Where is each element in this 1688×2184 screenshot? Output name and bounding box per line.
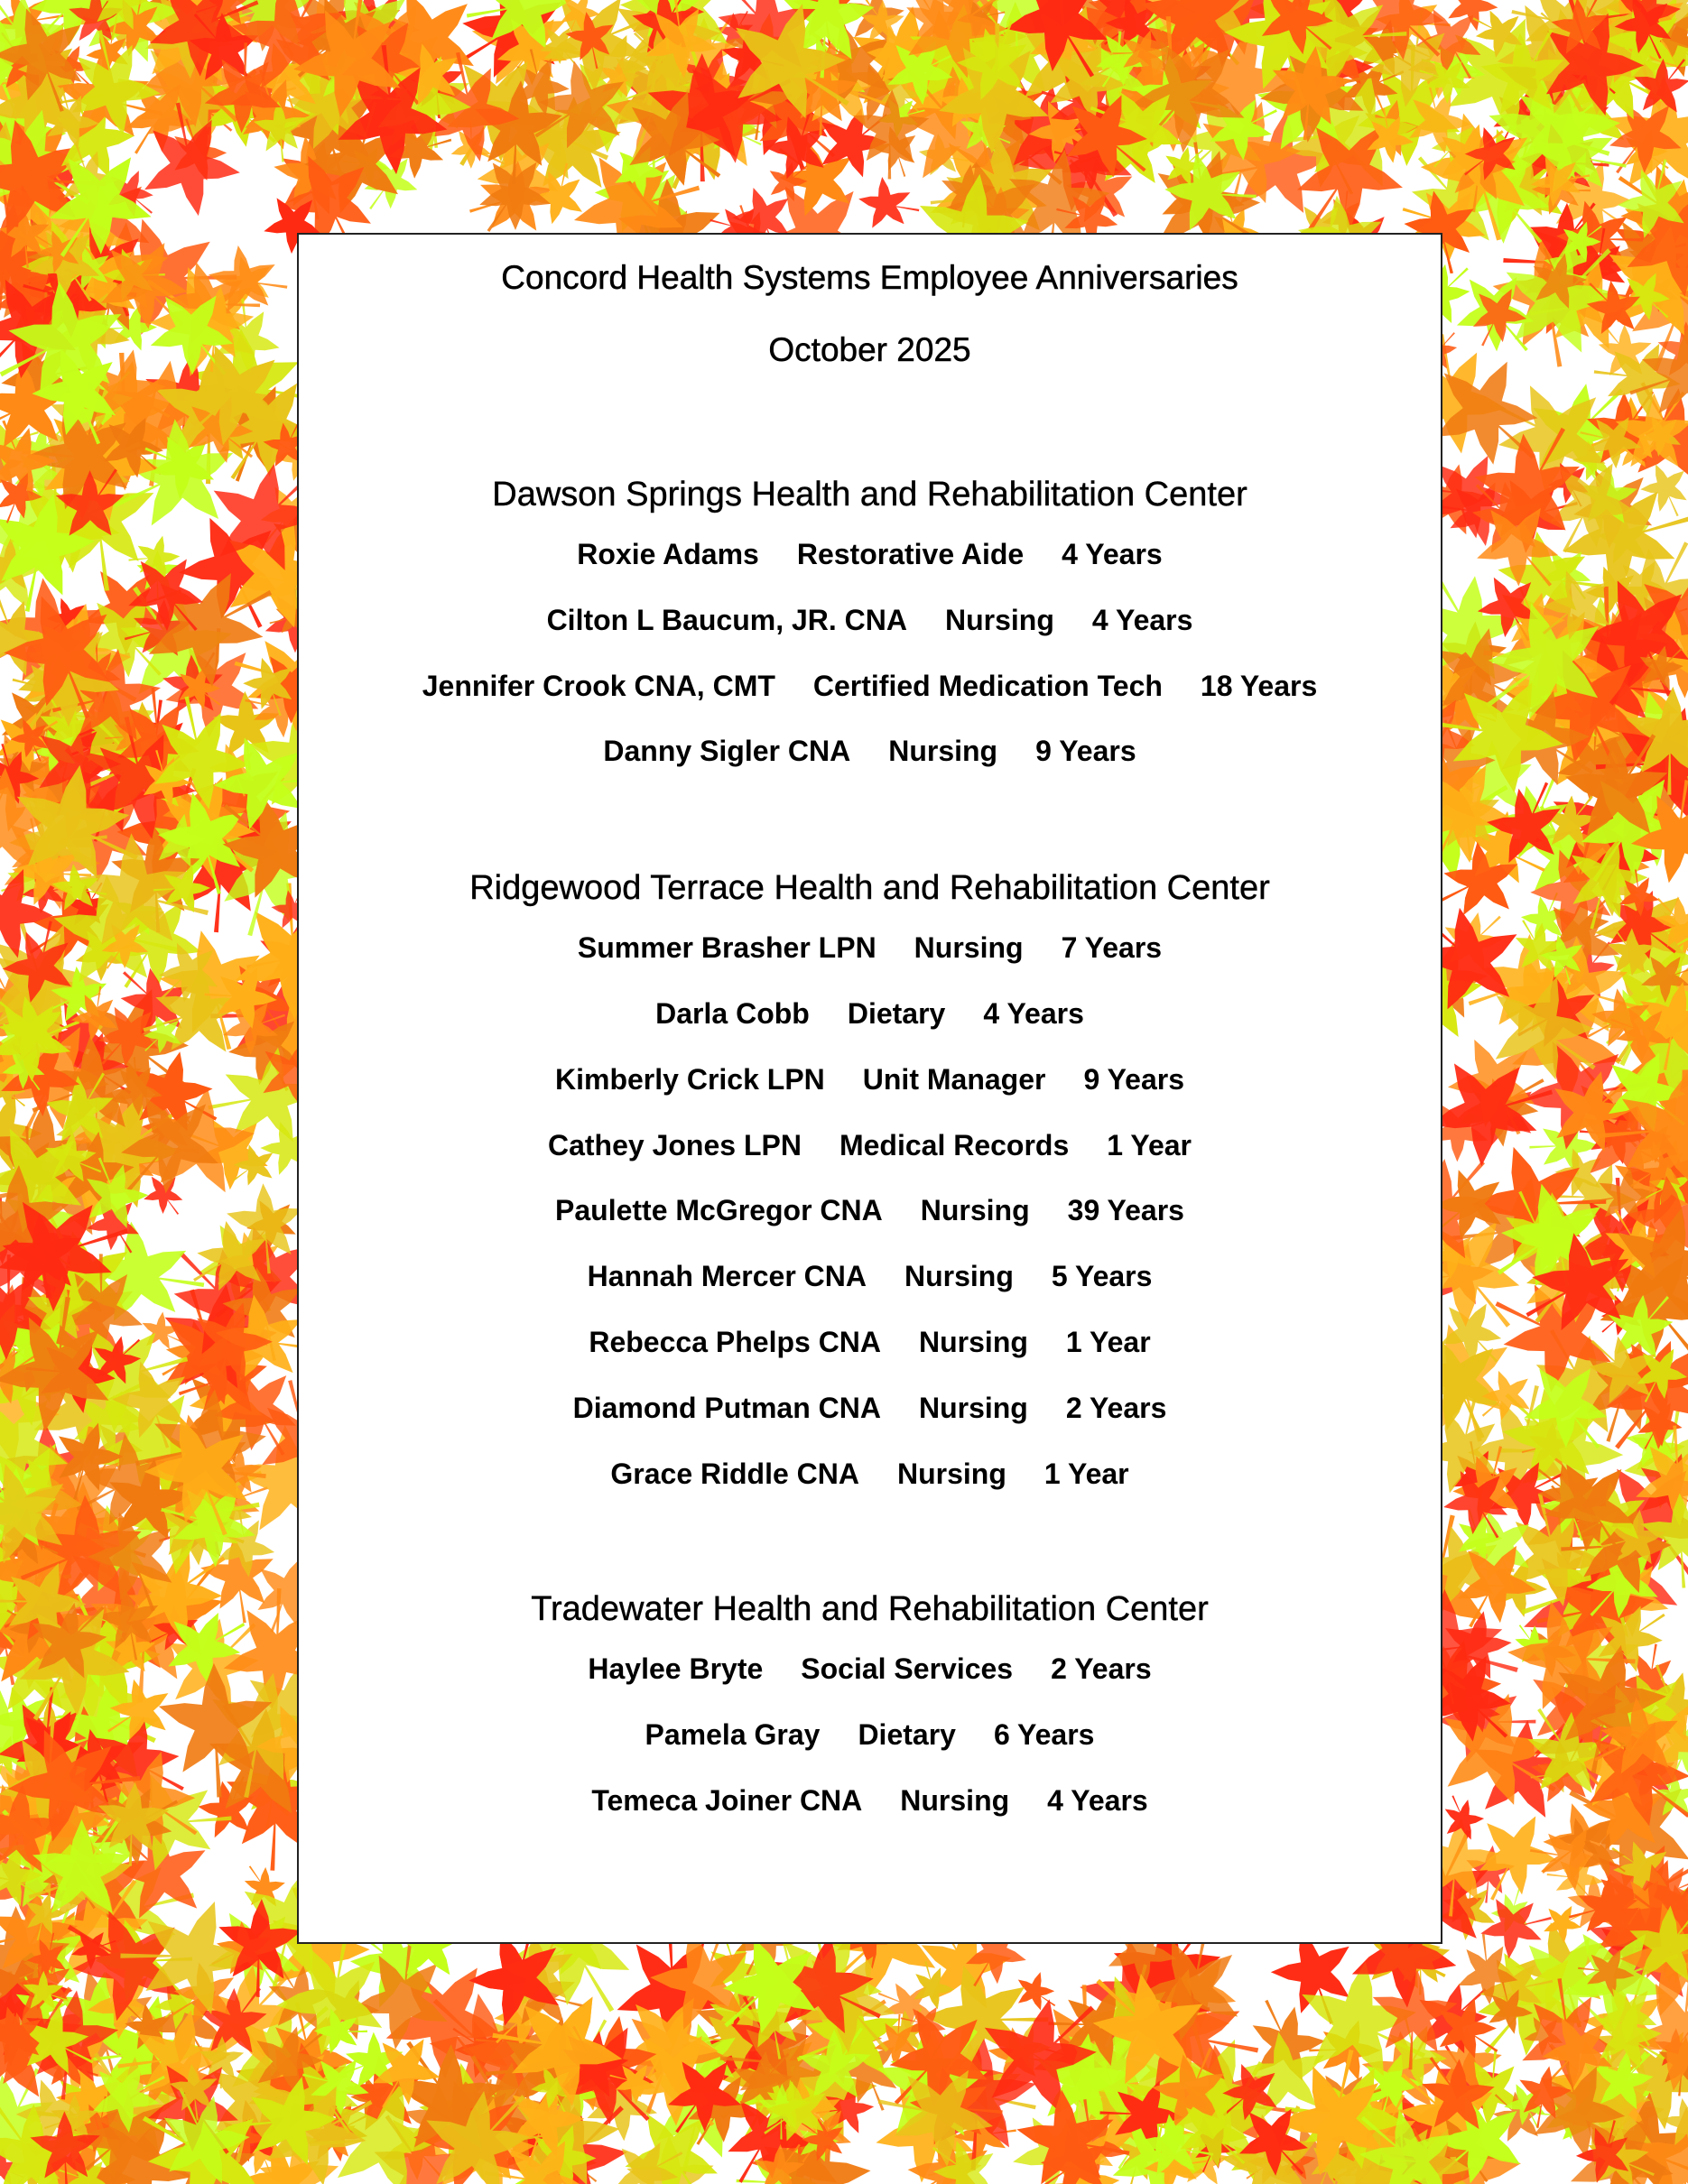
employee-role: Nursing (888, 735, 998, 768)
employee-name: Summer Brasher LPN (577, 931, 876, 965)
employee-name: Temeca Joiner CNA (591, 1783, 863, 1817)
employee-role: Certified Medication Tech (812, 669, 1163, 702)
employee-role: Social Services (801, 1652, 1014, 1686)
employee-entry (299, 1047, 1441, 1113)
employee-entry (299, 1702, 1441, 1768)
employee-role: Dietary (858, 1718, 956, 1752)
employee-role: Nursing (945, 603, 1054, 636)
employee-name: Roxie Adams (577, 538, 759, 570)
facility-heading: Tradewater Health and Rehabilitation Center (531, 1590, 1209, 1629)
employee-role: Nursing (919, 1325, 1028, 1358)
employee-entry (299, 1375, 1441, 1441)
employee-name: Cathey Jones LPN (547, 1128, 802, 1161)
employee-entry (299, 588, 1441, 653)
employee-years: 1 Year (1107, 1128, 1192, 1161)
employee-entry (299, 522, 1441, 588)
employee-role: Dietary (847, 996, 946, 1030)
employee-years: 4 Years (1091, 603, 1193, 636)
employee-role: Unit Manager (862, 1062, 1046, 1096)
employee-years: 9 Years (1035, 735, 1136, 768)
employee-name: Danny Sigler CNA (603, 735, 851, 768)
employee-years: 4 Years (983, 996, 1084, 1030)
employee-entry (299, 1113, 1441, 1179)
employee-years: 4 Years (1047, 1783, 1148, 1817)
employee-role: Nursing (914, 931, 1024, 965)
employee-years: 7 Years (1061, 931, 1163, 965)
employee-role: Nursing (900, 1783, 1010, 1817)
employee-entry (299, 1178, 1441, 1244)
employee-years: 4 Years (1062, 538, 1163, 570)
employee-years: 39 Years (1067, 1194, 1184, 1227)
document-subtitle: October 2025 (768, 331, 971, 368)
employee-name: Pamela Gray (645, 1718, 821, 1752)
employee-role: Medical Records (839, 1128, 1070, 1161)
employee-years: 2 Years (1065, 1391, 1167, 1424)
employee-name: Darla Cobb (655, 996, 810, 1030)
employee-name: Cilton L Baucum, JR. CNA (546, 603, 907, 636)
employee-entry (299, 1441, 1441, 1507)
employee-name: Rebecca Phelps CNA (589, 1325, 882, 1358)
employee-entry (299, 1244, 1441, 1309)
employee-entry (299, 1309, 1441, 1375)
employee-role: Nursing (897, 1457, 1006, 1490)
facility-section-tradewater (299, 1582, 1441, 1833)
employee-name: Jennifer Crook CNA, CMT (422, 669, 775, 702)
employee-years: 2 Years (1051, 1652, 1152, 1686)
employee-years: 6 Years (993, 1718, 1095, 1752)
employee-entry (299, 718, 1441, 784)
leaf-decoration (854, 173, 924, 236)
employee-role: Nursing (918, 1391, 1028, 1424)
employee-entry (299, 981, 1441, 1047)
employee-years: 9 Years (1083, 1062, 1184, 1096)
employee-years: 1 Year (1043, 1457, 1129, 1490)
employee-name: Grace Riddle CNA (610, 1457, 859, 1490)
anniversary-panel (297, 233, 1442, 1944)
facility-section-dawson-springs (299, 467, 1441, 784)
employee-years: 1 Year (1065, 1325, 1151, 1358)
employee-name: Haylee Bryte (588, 1652, 764, 1686)
facility-heading: Dawson Springs Health and Rehabilitation Center (492, 476, 1247, 514)
document-title: Concord Health Systems Employee Anniversaries (501, 259, 1238, 296)
employee-entry (299, 1636, 1441, 1702)
facility-section-ridgewood-terrace (299, 861, 1441, 1506)
employee-years: 5 Years (1051, 1260, 1153, 1293)
employee-name: Hannah Mercer CNA (587, 1260, 867, 1293)
employee-name: Diamond Putman CNA (572, 1391, 881, 1424)
employee-role: Restorative Aide (796, 538, 1025, 570)
employee-years: 18 Years (1200, 669, 1318, 702)
employee-entry (299, 653, 1441, 719)
employee-name: Paulette McGregor CNA (555, 1194, 883, 1227)
employee-entry (299, 915, 1441, 981)
facility-heading: Ridgewood Terrace Health and Rehabilitation Center (469, 869, 1270, 908)
employee-name: Kimberly Crick LPN (555, 1062, 825, 1096)
employee-role: Nursing (920, 1194, 1030, 1227)
employee-entry (299, 1768, 1441, 1834)
employee-role: Nursing (904, 1260, 1014, 1293)
